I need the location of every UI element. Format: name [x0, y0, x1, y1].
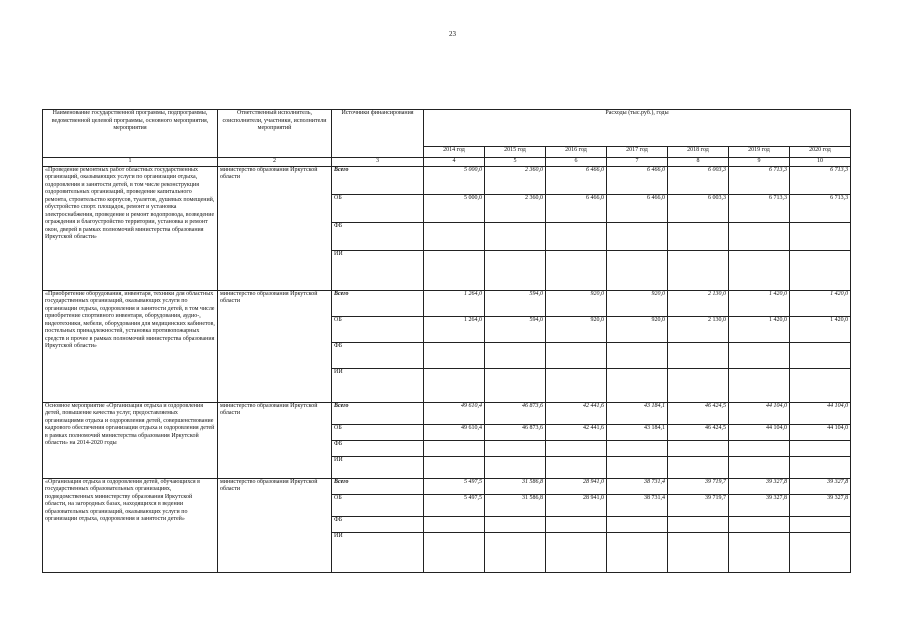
- amount-cell: [790, 250, 851, 290]
- amount-cell: 39 327,8: [729, 478, 790, 494]
- amount-cell: [485, 368, 546, 402]
- amount-cell: [424, 532, 485, 572]
- table-row: [43, 478, 851, 494]
- amount-cell: [607, 456, 668, 478]
- funding-source: ИИ: [332, 250, 424, 290]
- funding-source: Всего: [332, 478, 424, 494]
- executor: министерство образования Иркутской области: [218, 166, 332, 290]
- amount-cell: 39 719,7: [668, 478, 729, 494]
- funding-source: Всего: [332, 166, 424, 194]
- amount-cell: [424, 342, 485, 368]
- amount-cell: 28 941,0: [546, 478, 607, 494]
- amount-cell: 2 360,0: [485, 166, 546, 194]
- amount-cell: 39 719,7: [668, 494, 729, 516]
- amount-cell: [729, 222, 790, 250]
- amount-cell: [790, 368, 851, 402]
- funding-source: ФБ: [332, 342, 424, 368]
- amount-cell: [607, 368, 668, 402]
- funding-source: Всего: [332, 290, 424, 316]
- amount-cell: [729, 456, 790, 478]
- amount-cell: [546, 516, 607, 532]
- amount-cell: [546, 222, 607, 250]
- funding-source: ОБ: [332, 494, 424, 516]
- amount-cell: 920,0: [607, 290, 668, 316]
- amount-cell: [668, 532, 729, 572]
- amount-cell: 43 184,1: [607, 424, 668, 440]
- table-row: [43, 402, 851, 424]
- amount-cell: [790, 440, 851, 456]
- amount-cell: [546, 440, 607, 456]
- amount-cell: [668, 342, 729, 368]
- amount-cell: 1 420,0: [729, 290, 790, 316]
- amount-cell: [607, 440, 668, 456]
- amount-cell: [668, 516, 729, 532]
- amount-cell: [729, 342, 790, 368]
- amount-cell: [729, 440, 790, 456]
- amount-cell: 46 424,5: [668, 424, 729, 440]
- amount-cell: 5 000,0: [424, 166, 485, 194]
- amount-cell: 2 130,0: [668, 290, 729, 316]
- amount-cell: 6 713,3: [729, 166, 790, 194]
- amount-cell: 5 000,0: [424, 194, 485, 222]
- column-number: 2: [218, 158, 332, 167]
- column-number: 9: [729, 158, 790, 167]
- table-row: [43, 166, 851, 194]
- amount-cell: 42 441,6: [546, 402, 607, 424]
- funding-source: ОБ: [332, 194, 424, 222]
- header-year: 2016 год: [546, 147, 607, 158]
- column-number: 4: [424, 158, 485, 167]
- amount-cell: [729, 516, 790, 532]
- amount-cell: 5 497,5: [424, 494, 485, 516]
- amount-cell: 6 003,3: [668, 166, 729, 194]
- page-number: 23: [449, 30, 456, 38]
- amount-cell: 49 610,4: [424, 424, 485, 440]
- program-name: «Приобретение оборудования, инвентаря, техники для областных государственных организаций, оказывающих услуги по организации отдыха, оздоровления и занятости детей, в том числе приобретение спортивного инвентаря, оборудования, аудио-, видеотехники, мебели, оборудования для медицинских кабинетов, постельных принадлежностей, установка противопожарных средств и прочее в рамках полномочий министерства образования Иркутской области»: [43, 290, 218, 402]
- amount-cell: 6 713,3: [790, 166, 851, 194]
- amount-cell: 1 264,0: [424, 316, 485, 342]
- table-row: [43, 290, 851, 316]
- funding-source: ФБ: [332, 222, 424, 250]
- amount-cell: [668, 368, 729, 402]
- amount-cell: [424, 222, 485, 250]
- amount-cell: 6 713,3: [790, 194, 851, 222]
- amount-cell: [729, 250, 790, 290]
- amount-cell: 6 003,3: [668, 194, 729, 222]
- budget-table: [42, 109, 851, 573]
- header-year: 2018 год: [668, 147, 729, 158]
- header-executor: Ответственный исполнитель, соисполнители, участники, исполнители мероприятий: [218, 110, 332, 158]
- amount-cell: 38 731,4: [607, 494, 668, 516]
- header-year: 2014 год: [424, 147, 485, 158]
- amount-cell: 31 586,8: [485, 494, 546, 516]
- amount-cell: 44 104,0: [729, 424, 790, 440]
- amount-cell: 38 731,4: [607, 478, 668, 494]
- amount-cell: 43 184,1: [607, 402, 668, 424]
- amount-cell: 1 420,0: [790, 290, 851, 316]
- header-name: Наименование государственной программы, подпрограммы, ведомственной целевой программы, основного мероприятия, мероприятия: [43, 110, 218, 158]
- header-year: 2017 год: [607, 147, 668, 158]
- amount-cell: [485, 222, 546, 250]
- header-expenses: Расходы (тыс.руб.), годы: [424, 110, 851, 147]
- amount-cell: [546, 532, 607, 572]
- column-number: 10: [790, 158, 851, 167]
- amount-cell: [607, 342, 668, 368]
- column-number: 8: [668, 158, 729, 167]
- amount-cell: [424, 368, 485, 402]
- amount-cell: 6 466,0: [607, 166, 668, 194]
- amount-cell: [790, 532, 851, 572]
- funding-source: ИИ: [332, 368, 424, 402]
- amount-cell: 49 610,4: [424, 402, 485, 424]
- amount-cell: [668, 456, 729, 478]
- amount-cell: [790, 516, 851, 532]
- amount-cell: [790, 222, 851, 250]
- amount-cell: 6 466,0: [546, 194, 607, 222]
- amount-cell: 39 327,8: [729, 494, 790, 516]
- column-number: 1: [43, 158, 218, 167]
- amount-cell: [790, 342, 851, 368]
- amount-cell: [729, 368, 790, 402]
- amount-cell: [607, 250, 668, 290]
- amount-cell: 46 873,6: [485, 424, 546, 440]
- amount-cell: 594,0: [485, 316, 546, 342]
- header-year: 2015 год: [485, 147, 546, 158]
- amount-cell: 46 424,5: [668, 402, 729, 424]
- amount-cell: 39 327,8: [790, 494, 851, 516]
- amount-cell: [668, 222, 729, 250]
- amount-cell: [485, 440, 546, 456]
- amount-cell: [729, 532, 790, 572]
- funding-source: ФБ: [332, 516, 424, 532]
- amount-cell: 39 327,8: [790, 478, 851, 494]
- amount-cell: 1 420,0: [790, 316, 851, 342]
- amount-cell: 920,0: [607, 316, 668, 342]
- amount-cell: [485, 532, 546, 572]
- amount-cell: 2 130,0: [668, 316, 729, 342]
- amount-cell: [424, 516, 485, 532]
- amount-cell: 44 104,0: [790, 424, 851, 440]
- program-name: «Организация отдыха и оздоровления детей, обучающихся в государственных образовательных организациях, подведомственных министерству образования Иркутской области, на загородных базах, находящихся в ведении образовательных организаций, оказывающих услуги по организации отдыха, оздоровления и занятости детей»: [43, 478, 218, 572]
- funding-source: Всего: [332, 402, 424, 424]
- amount-cell: [546, 456, 607, 478]
- executor: министерство образования Иркутской области: [218, 290, 332, 402]
- amount-cell: 6 713,3: [729, 194, 790, 222]
- funding-source: ИИ: [332, 456, 424, 478]
- amount-cell: 31 586,8: [485, 478, 546, 494]
- header-year: 2019 год: [729, 147, 790, 158]
- amount-cell: 920,0: [546, 290, 607, 316]
- amount-cell: [485, 342, 546, 368]
- amount-cell: 46 873,6: [485, 402, 546, 424]
- funding-source: ФБ: [332, 440, 424, 456]
- amount-cell: 44 104,0: [790, 402, 851, 424]
- amount-cell: [485, 250, 546, 290]
- amount-cell: 1 264,0: [424, 290, 485, 316]
- executor: министерство образования Иркутской области: [218, 402, 332, 478]
- amount-cell: [485, 456, 546, 478]
- amount-cell: 1 420,0: [729, 316, 790, 342]
- funding-source: ИИ: [332, 532, 424, 572]
- column-number: 5: [485, 158, 546, 167]
- amount-cell: 594,0: [485, 290, 546, 316]
- column-number: 6: [546, 158, 607, 167]
- amount-cell: [607, 516, 668, 532]
- amount-cell: 2 360,0: [485, 194, 546, 222]
- header-year: 2020 год: [790, 147, 851, 158]
- funding-source: ОБ: [332, 424, 424, 440]
- amount-cell: [546, 368, 607, 402]
- executor: министерство образования Иркутской области: [218, 478, 332, 572]
- amount-cell: [546, 250, 607, 290]
- amount-cell: [424, 456, 485, 478]
- amount-cell: 28 941,0: [546, 494, 607, 516]
- amount-cell: 920,0: [546, 316, 607, 342]
- funding-source: ОБ: [332, 316, 424, 342]
- amount-cell: [790, 456, 851, 478]
- amount-cell: [607, 532, 668, 572]
- program-name: «Проведение ремонтных работ областных государственных организаций, оказывающих услуги по организации отдыха, оздоровления и занятости детей, в том числе реконструкция оздоровительных организаций, проведение капитального ремонта, строительство корпусов, туалетов, душевых помещений, обустройство спорт. площадок, ремонт и установка электроснабжения, проведение и ремонт водопровода, возведение ограждения и благоустройство территории, установка и ремонт окон, дверей в рамках полномочий министерства образования Иркутской области»: [43, 166, 218, 290]
- program-name: Основное мероприятие «Организация отдыха и оздоровления детей, повышение качества услуг, предоставляемых организациями отдыха и оздоровления детей, совершенствование кадрового обеспечения организации отдыха и оздоровления детей в рамках полномочий министерства образования Иркутской области» на 2014-2020 годы: [43, 402, 218, 478]
- amount-cell: [424, 250, 485, 290]
- amount-cell: 5 497,5: [424, 478, 485, 494]
- amount-cell: [546, 342, 607, 368]
- amount-cell: [485, 516, 546, 532]
- amount-cell: [607, 222, 668, 250]
- amount-cell: 6 466,0: [546, 166, 607, 194]
- amount-cell: 44 104,0: [729, 402, 790, 424]
- amount-cell: [424, 440, 485, 456]
- column-number: 7: [607, 158, 668, 167]
- amount-cell: 42 441,6: [546, 424, 607, 440]
- header-source: Источники финансирования: [332, 110, 424, 158]
- amount-cell: [668, 440, 729, 456]
- amount-cell: [668, 250, 729, 290]
- column-number: 3: [332, 158, 424, 167]
- amount-cell: 6 466,0: [607, 194, 668, 222]
